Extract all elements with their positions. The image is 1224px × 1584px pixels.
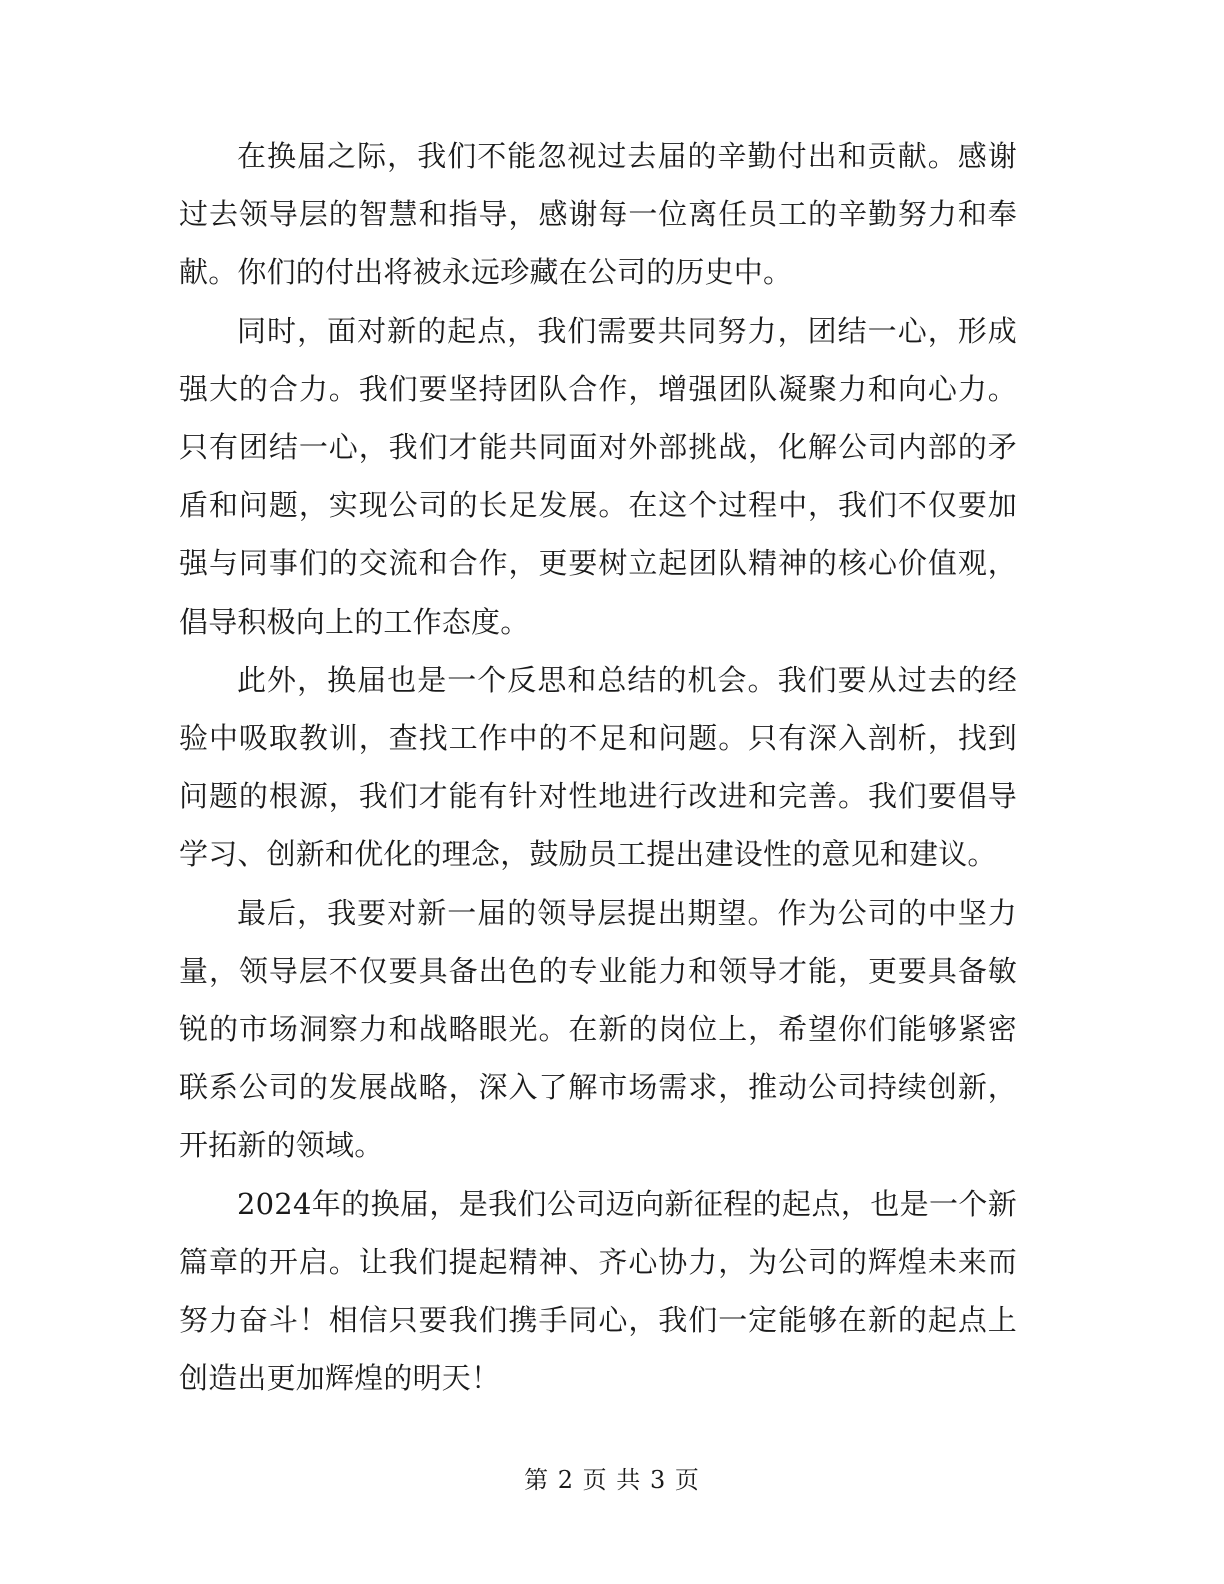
page-footer — [0, 1460, 1224, 1495]
paragraph-2: 同时，面对新的起点，我们需要共同努力，团结一心，形成强大的合力。我们要坚持团队合作，增强团队凝聚力和向心力。只有团结一心，我们才能共同面对外部挑战，化解公司内部的矛盾和问题，实现公司的长足发展。在这个过程中，我们不仅要加强与同事们的交流和合作，更要树立起团队精神的核心价值观，倡导积极向上的工作态度。 — [179, 313, 1017, 639]
page-number-label: 第 2 页 共 3 页 — [524, 1466, 700, 1494]
paragraph-5: 2024年的换届，是我们公司迈向新征程的起点，也是一个新篇章的开启。让我们提起精神、齐心协力，为公司的辉煌未来而努力奋斗！相信只要我们携手同心，我们一定能够在新的起点上创造出更加辉煌的明天！ — [179, 1186, 1017, 1396]
paragraph-1: 在换届之际，我们不能忽视过去届的辛勤付出和贡献。感谢过去领导层的智慧和指导，感谢每一位离任员工的辛勤努力和奉献。你们的付出将被永远珍藏在公司的历史中。 — [179, 139, 1017, 290]
document-body — [179, 127, 1017, 1407]
paragraph-3: 此外，换届也是一个反思和总结的机会。我们要从过去的经验中吸取教训，查找工作中的不足和问题。只有深入剖析，找到问题的根源，我们才能有针对性地进行改进和完善。我们要倡导学习、创新和优化的理念，鼓励员工提出建设性的意见和建议。 — [179, 662, 1017, 872]
paragraph-4: 最后，我要对新一届的领导层提出期望。作为公司的中坚力量，领导层不仅要具备出色的专业能力和领导才能，更要具备敏锐的市场洞察力和战略眼光。在新的岗位上，希望你们能够紧密联系公司的发展战略，深入了解市场需求，推动公司持续创新，开拓新的领域。 — [179, 895, 1017, 1163]
